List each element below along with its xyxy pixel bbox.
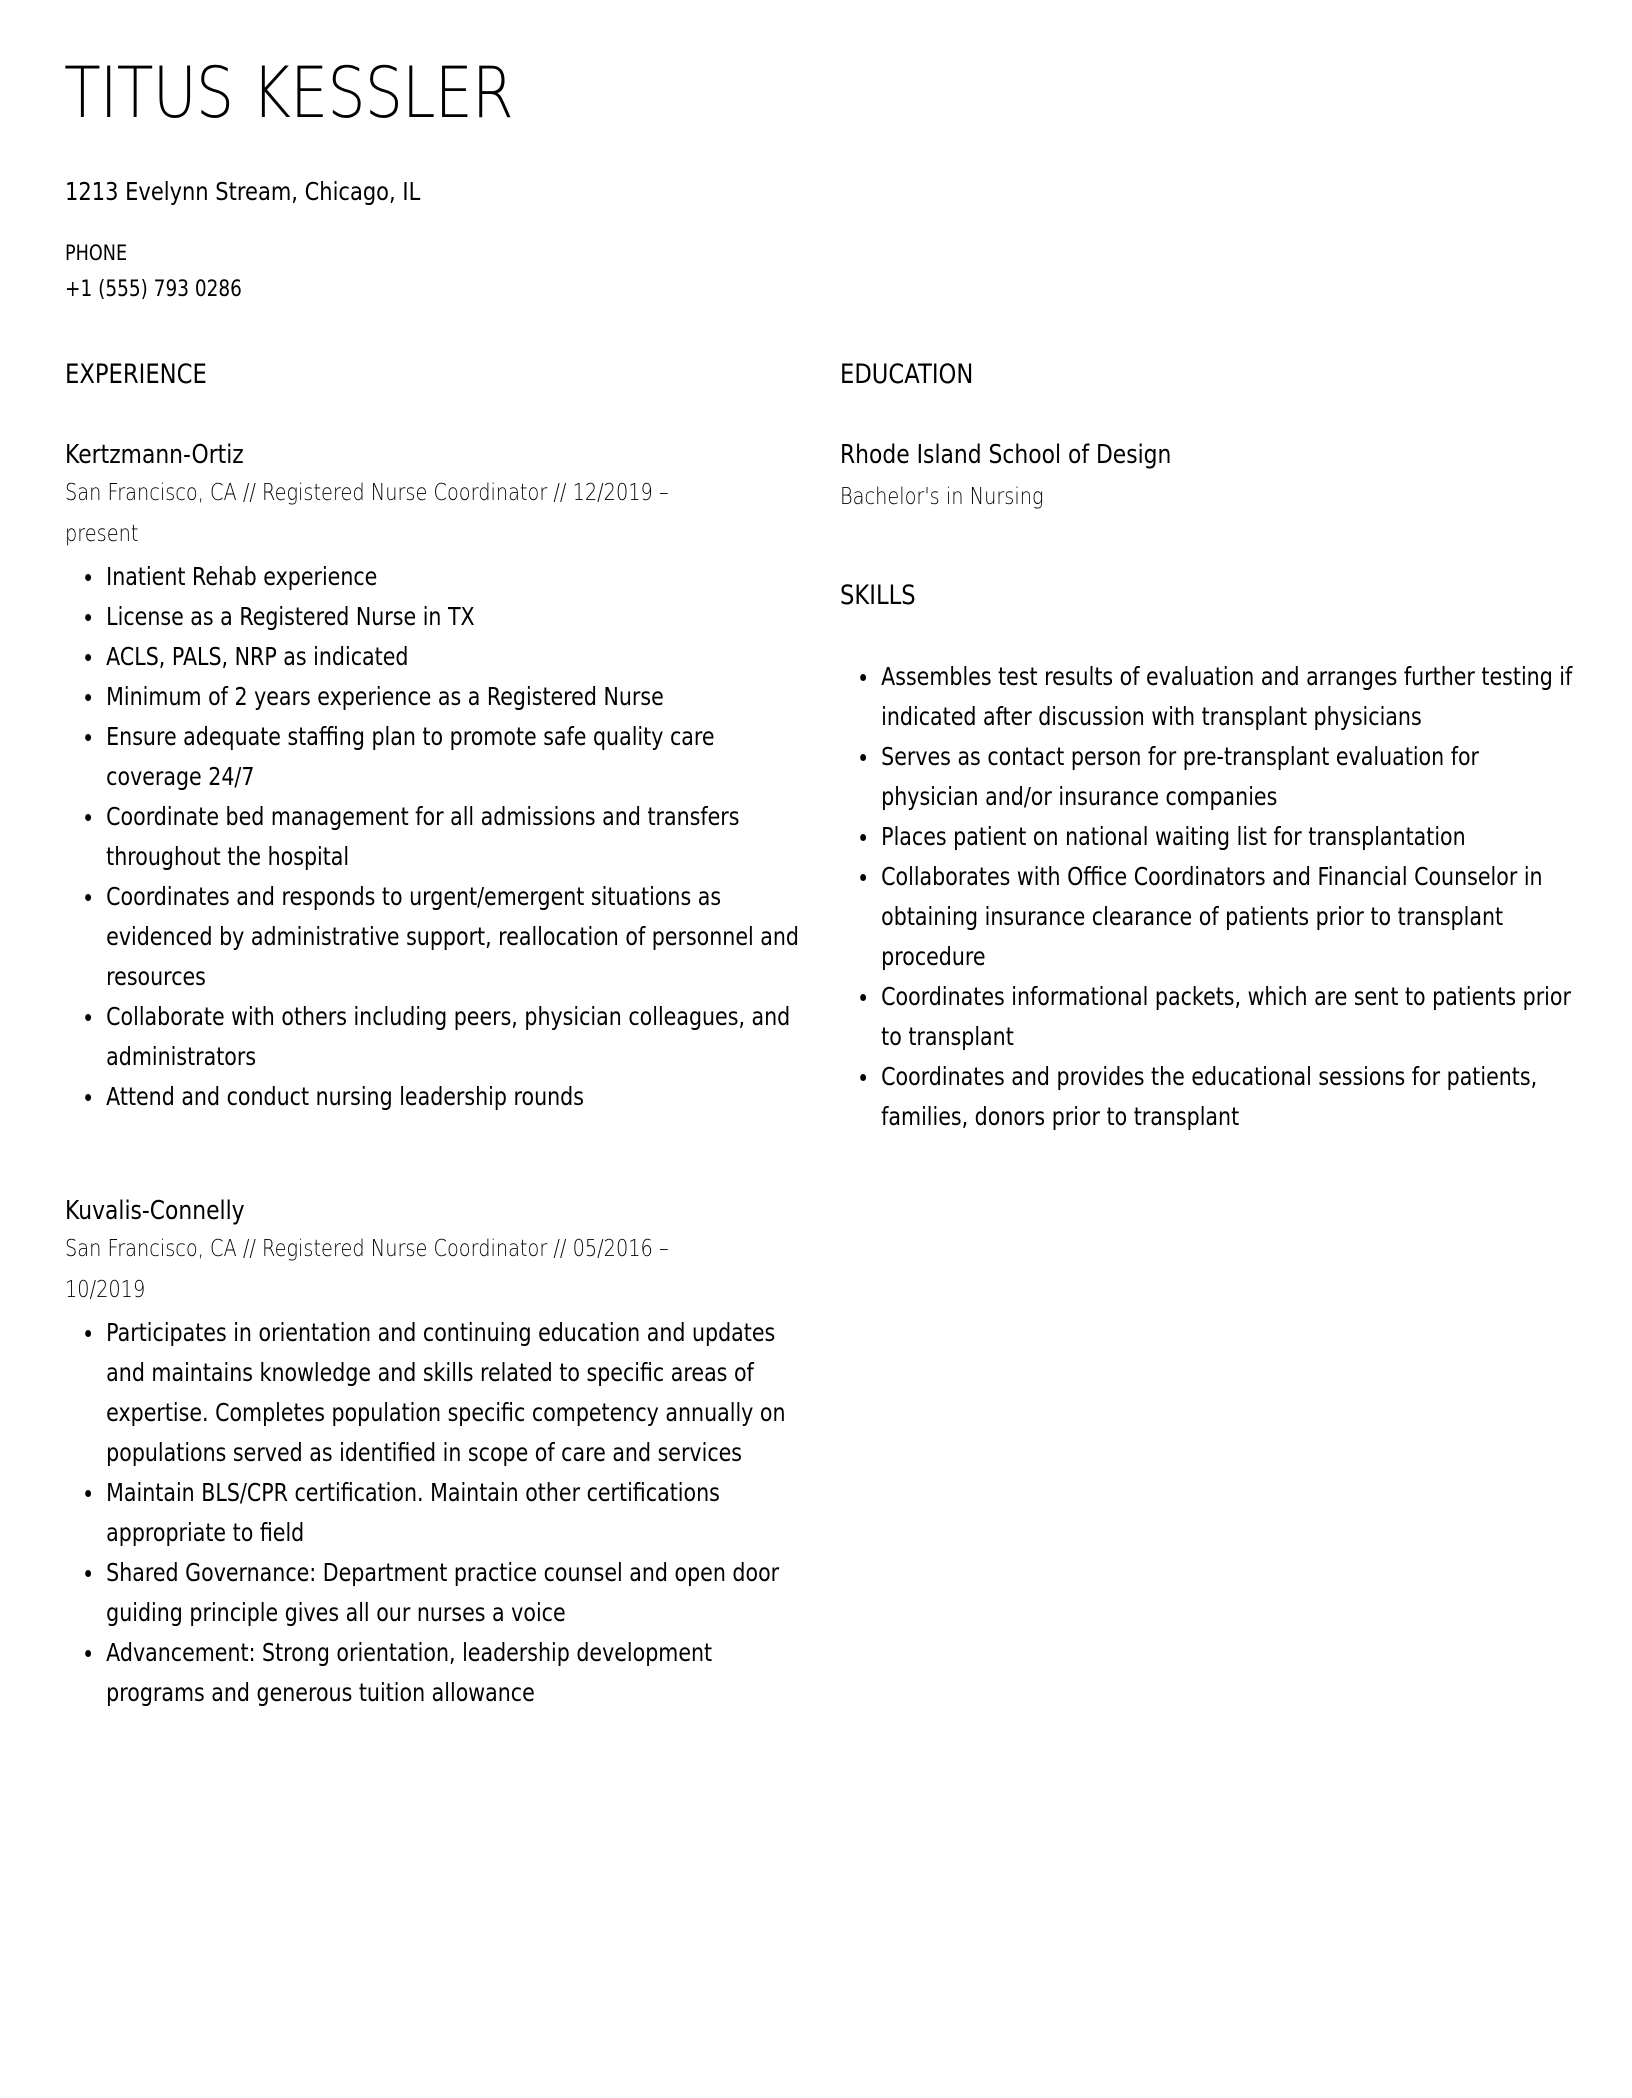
bullet-item: Inatient Rehab experience — [65, 557, 804, 597]
bullet-item: License as a Registered Nurse in TX — [65, 597, 804, 637]
section-title-experience: EXPERIENCE — [65, 359, 207, 390]
job-meta — [65, 1229, 682, 1311]
skills-section — [840, 576, 1580, 1137]
bullet-item: Participates in orientation and continuing education and updates and maintains knowledge and skills related to specific areas of expertise. Completes population specific competency annually on populations served as identified in scope of care and services — [65, 1313, 804, 1473]
address: 1213 Evelynn Stream, Chicago, IL — [65, 177, 421, 206]
bullet-item: Coordinate bed management for all admissions and transfers throughout the hospital — [65, 797, 804, 877]
skill-item: Coordinates and provides the educational sessions for patients, families, donors prior to transplant — [840, 1057, 1579, 1137]
bullet-item: Minimum of 2 years experience as a Registered Nurse — [65, 677, 804, 717]
degree: Bachelor's in Nursing — [840, 484, 1044, 510]
candidate-name: TITUS KESSLER — [64, 52, 513, 134]
bullet-item: Coordinates and responds to urgent/emergent situations as evidenced by administrative support, reallocation of personnel and resources — [65, 877, 804, 997]
bullet-item: Maintain BLS/CPR certification. Maintain other certifications appropriate to field — [65, 1473, 804, 1553]
job-bullets — [65, 557, 804, 1117]
job-meta — [65, 473, 682, 555]
skill-item: Serves as contact person for pre-transplant evaluation for physician and/or insurance companies — [840, 737, 1579, 817]
bullet-item: Attend and conduct nursing leadership rounds — [65, 1077, 804, 1117]
education-entry — [840, 437, 1580, 515]
school-name: Rhode Island School of Design — [840, 440, 1172, 470]
job-entry — [65, 437, 800, 1117]
bullet-item: Shared Governance: Department practice counsel and open door guiding principle gives all our nurses a voice — [65, 1553, 804, 1633]
phone-label: PHONE — [65, 241, 128, 265]
skills-list — [840, 657, 1579, 1137]
company-name: Kertzmann-Ortiz — [65, 440, 244, 470]
job-meta-line: San Francisco, CA // Registered Nurse Coordinator // 05/2016 – — [65, 1236, 669, 1262]
bullet-item: ACLS, PALS, NRP as indicated — [65, 637, 804, 677]
bullet-item: Ensure adequate staffing plan to promote safe quality care coverage 24/7 — [65, 717, 804, 797]
job-meta-line: San Francisco, CA // Registered Nurse Coordinator // 12/2019 – — [65, 480, 669, 506]
experience-section — [65, 355, 800, 1117]
job-entry — [65, 1193, 800, 1713]
phone-number: +1 (555) 793 0286 — [65, 277, 242, 302]
skill-item: Coordinates informational packets, which are sent to patients prior to transplant — [840, 977, 1579, 1057]
job-meta-line: present — [65, 521, 139, 547]
job-meta-line: 10/2019 — [65, 1277, 146, 1303]
bullet-item: Collaborate with others including peers, physician colleagues, and administrators — [65, 997, 804, 1077]
education-section — [840, 355, 1580, 515]
job-bullets — [65, 1313, 804, 1713]
section-title-skills: SKILLS — [840, 580, 916, 611]
bullet-item: Advancement: Strong orientation, leadership development programs and generous tuition allowance — [65, 1633, 804, 1713]
skill-item: Assembles test results of evaluation and arranges further testing if indicated after discussion with transplant physicians — [840, 657, 1579, 737]
skill-item: Collaborates with Office Coordinators and Financial Counselor in obtaining insurance clearance of patients prior to transplant procedure — [840, 857, 1579, 977]
skill-item: Places patient on national waiting list for transplantation — [840, 817, 1579, 857]
company-name: Kuvalis-Connelly — [65, 1196, 245, 1226]
section-title-education: EDUCATION — [840, 359, 974, 390]
